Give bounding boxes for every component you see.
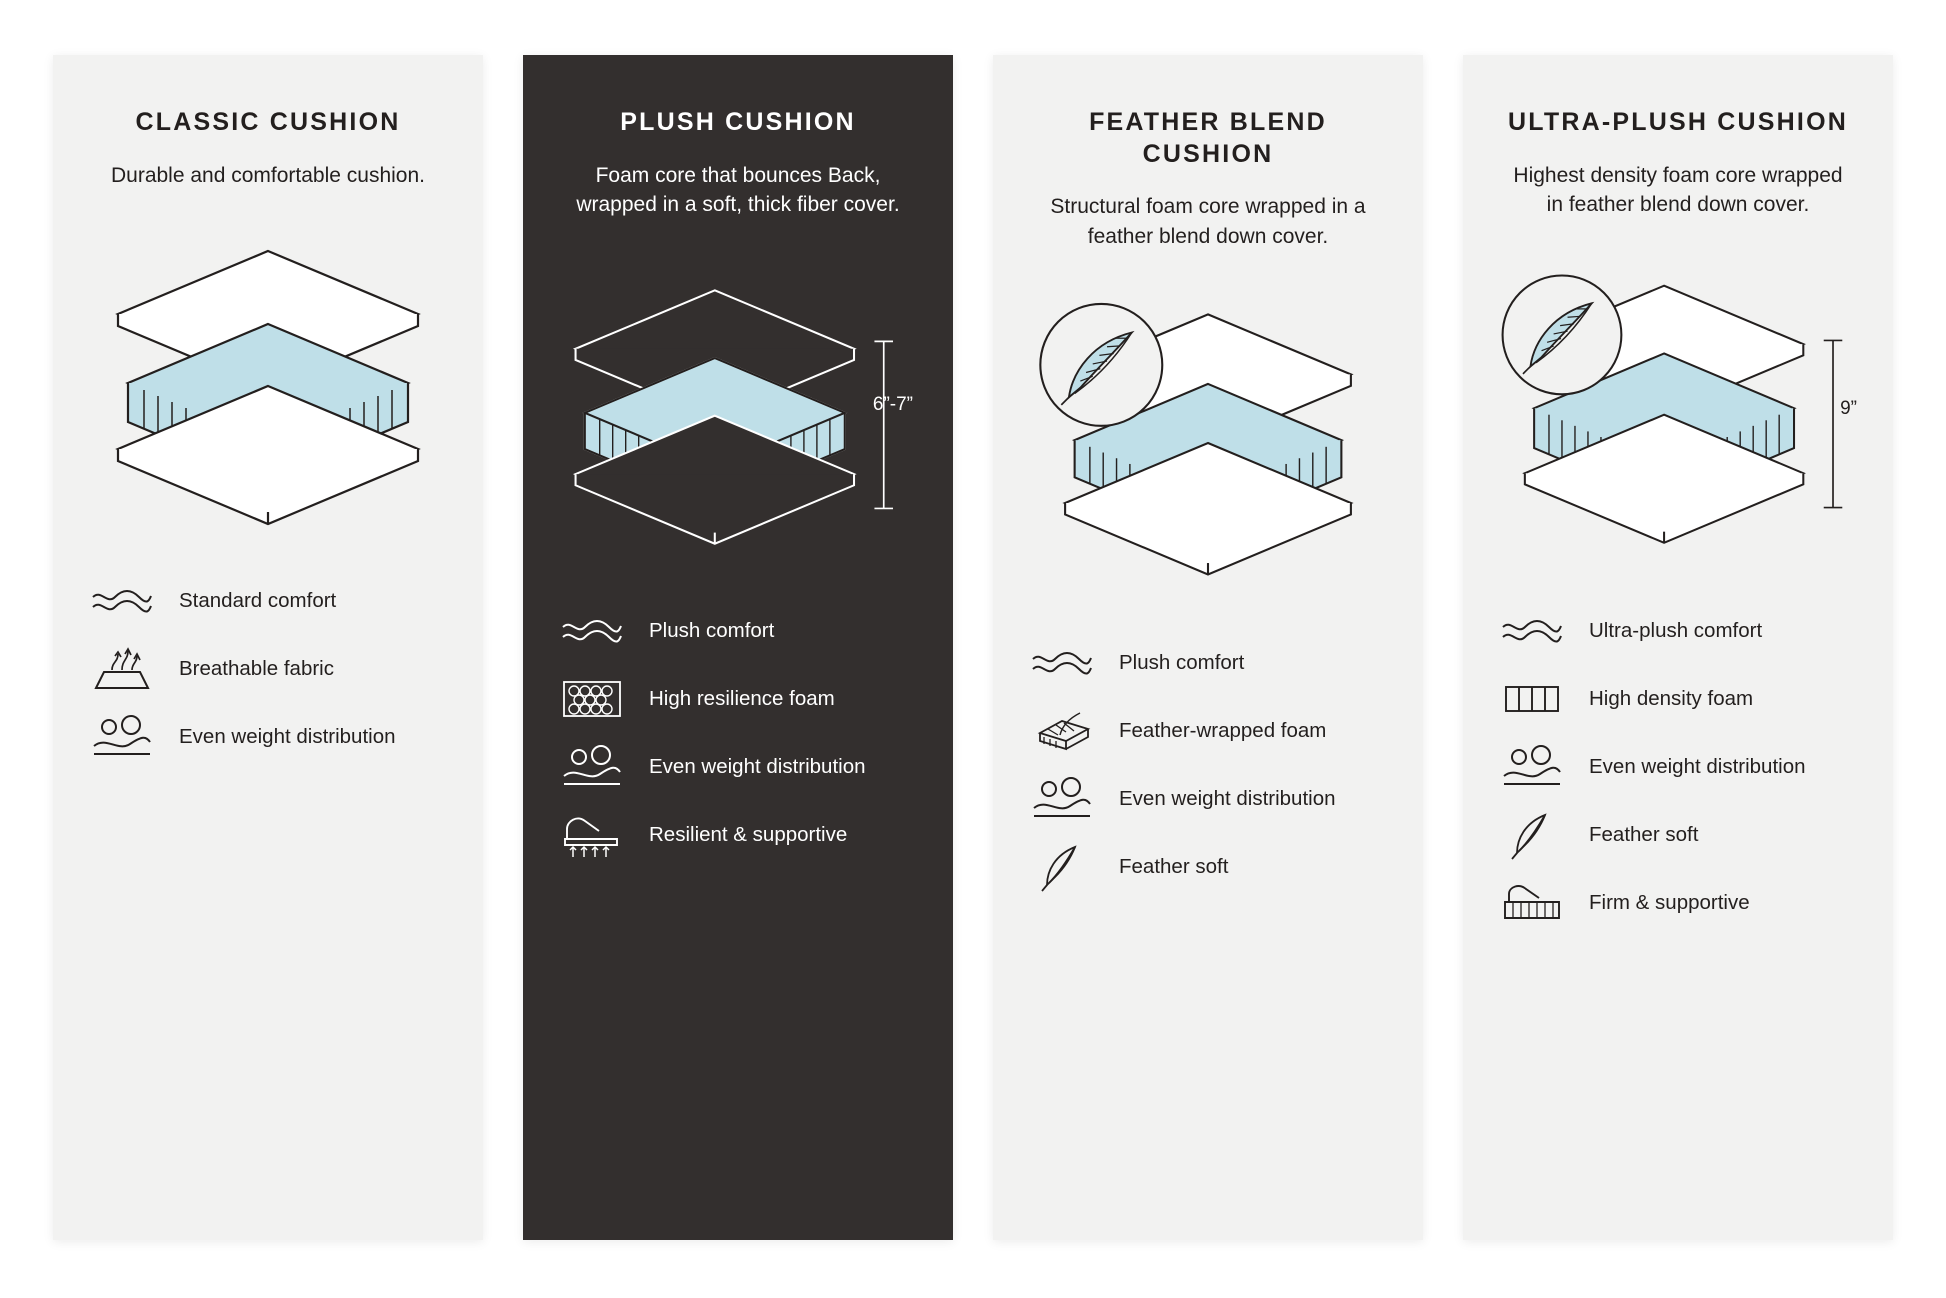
feature-label: Plush comfort (1119, 650, 1245, 674)
feature-list (557, 602, 919, 864)
feature-label: Resilient & supportive (649, 823, 848, 846)
card-description: Structural foam core wrapped in a feather blend down cover. (1050, 195, 1366, 248)
dimension-bracket (874, 342, 893, 509)
card-title: PLUSH CUSHION (620, 108, 856, 136)
feature-item (1497, 874, 1859, 932)
feature-label: Breathable fabric (179, 657, 334, 681)
firm-supportive-icon (1497, 880, 1567, 926)
dimension-label: 9” (1840, 398, 1857, 420)
supportive-seat-icon (557, 811, 627, 859)
wave-icon (1027, 650, 1097, 676)
even-weight-icon (1027, 776, 1097, 822)
feature-item (1027, 702, 1389, 760)
feature-item (1497, 738, 1859, 796)
cushion-diagram-classic (87, 216, 449, 546)
feather-icon (1497, 809, 1567, 861)
feature-item (1497, 670, 1859, 728)
feature-item (1497, 806, 1859, 864)
dimension-label: 6”-7” (872, 394, 913, 416)
card-ultra-plush-cushion (1463, 55, 1893, 1240)
feature-item (557, 670, 919, 728)
feature-label: Standard comfort (179, 589, 337, 613)
feature-label: Feather-wrapped foam (1119, 718, 1327, 742)
feature-label: Even weight distribution (1119, 786, 1336, 810)
wave-icon (1497, 618, 1567, 644)
card-plush-cushion (523, 55, 953, 1240)
feature-label: High resilience foam (649, 687, 835, 710)
feature-label: Even weight distribution (1589, 755, 1806, 778)
honeycomb-foam-icon (557, 676, 627, 722)
wave-icon (87, 588, 157, 614)
feature-label: Even weight distribution (179, 725, 396, 749)
feather-badge-icon (1503, 276, 1622, 395)
wave-icon (557, 618, 627, 644)
feather-icon (1027, 841, 1097, 893)
even-weight-icon (1497, 744, 1567, 790)
feature-label: Plush comfort (649, 619, 775, 642)
feature-item (557, 602, 919, 660)
feature-label: Even weight distribution (649, 755, 866, 778)
feature-item (557, 738, 919, 796)
feature-item (87, 708, 449, 766)
high-density-foam-icon (1497, 678, 1567, 720)
feature-item (87, 572, 449, 630)
even-weight-icon (87, 714, 157, 760)
feature-label: Firm & supportive (1589, 891, 1750, 914)
card-description: Highest density foam core wrapped in feather blend down cover. (1513, 163, 1843, 217)
feature-item (1027, 770, 1389, 828)
cushion-diagram-feather-blend (1027, 278, 1389, 608)
feature-label: Feather soft (1119, 854, 1229, 878)
breathable-fabric-icon (87, 646, 157, 692)
card-title: ULTRA-PLUSH CUSHION (1508, 108, 1848, 136)
card-description: Foam core that bounces Back, wrapped in a soft, thick fiber cover. (576, 163, 900, 217)
feature-item (1027, 838, 1389, 896)
feature-list (87, 572, 449, 766)
feature-label: Feather soft (1589, 823, 1699, 846)
feature-item (87, 640, 449, 698)
card-title: CLASSIC CUSHION (135, 108, 401, 136)
feather-badge-icon (1040, 304, 1162, 426)
cushion-diagram-ultra-plush (1497, 246, 1859, 576)
feather-wrapped-foam-icon (1027, 707, 1097, 755)
feature-item (557, 806, 919, 864)
card-feather-blend-cushion (993, 55, 1423, 1240)
feature-item (1027, 634, 1389, 692)
card-description: Durable and comfortable cushion. (110, 163, 425, 187)
cushion-diagram-plush (557, 246, 919, 576)
even-weight-icon (557, 744, 627, 790)
card-classic-cushion (53, 55, 483, 1240)
feature-item (1497, 602, 1859, 660)
feature-label: High density foam (1589, 687, 1754, 710)
card-title: FEATHER BLEND CUSHION (1089, 108, 1327, 168)
feature-list (1497, 602, 1859, 932)
feature-label: Ultra-plush comfort (1589, 619, 1763, 642)
dimension-bracket (1824, 341, 1843, 508)
feature-list (1027, 634, 1389, 896)
